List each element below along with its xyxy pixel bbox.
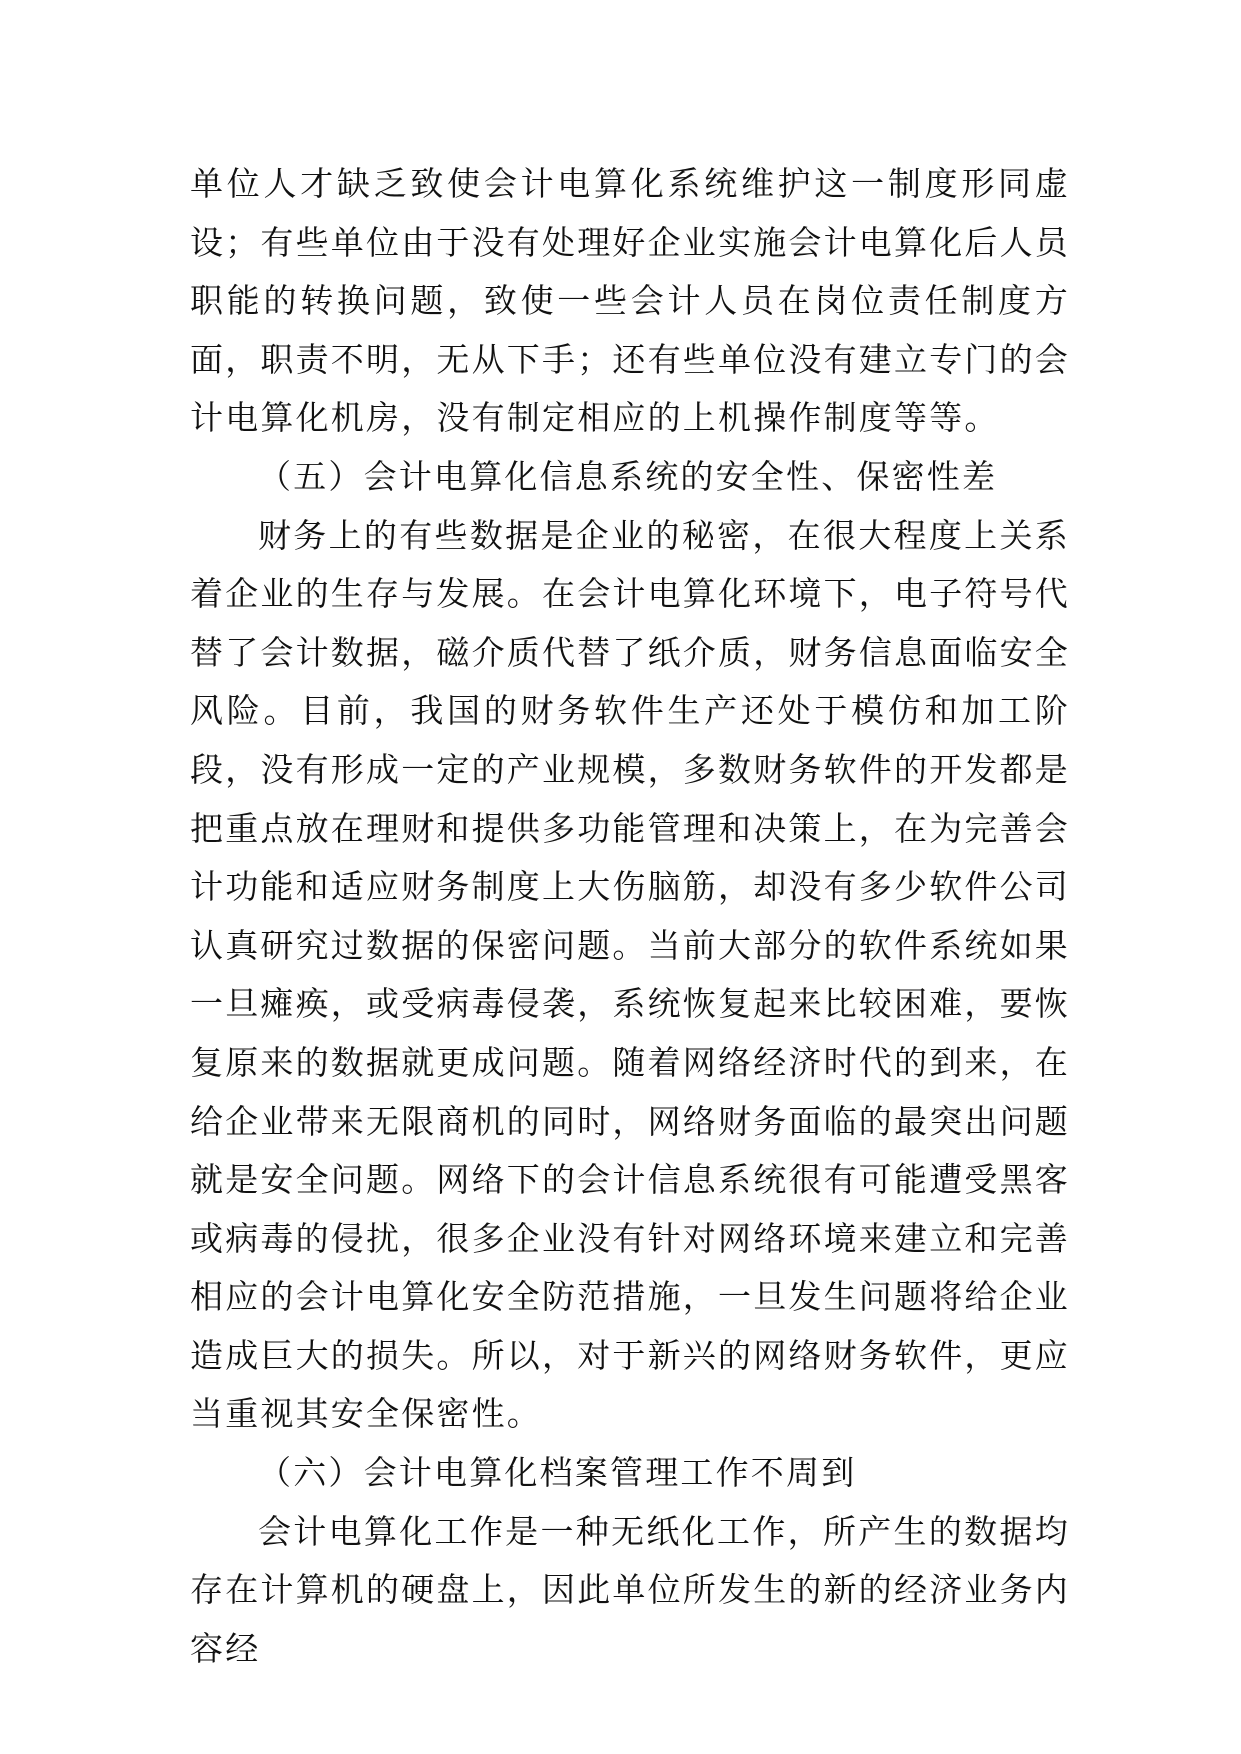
paragraph-archive: 会计电算化工作是一种无纸化工作，所产生的数据均存在计算机的硬盘上，因此单位所发生的新的经济业务内容经 — [190, 1511, 1070, 1668]
section-heading-five: （五）会计电算化信息系统的安全性、保密性差 — [258, 456, 998, 496]
section-heading-six: （六）会计电算化档案管理工作不周到 — [258, 1453, 857, 1493]
paragraph-personnel-issues: 单位人才缺乏致使会计电算化系统维护这一制度形同虚设；有些单位由于没有处理好企业实施会计电算化后人员职能的转换问题，致使一些会计人员在岗位责任制度方面，职责不明，无从下手；还有些单位没有建立专门的会计电算化机房，没有制定相应的上机操作制度等等。 — [190, 164, 1070, 438]
document-page — [190, 155, 1070, 1678]
paragraph-security: 财务上的有些数据是企业的秘密，在很大程度上关系着企业的生存与发展。在会计电算化环境下，电子符号代替了会计数据，磁介质代替了纸介质，财务信息面临安全风险。目前，我国的财务软件生产还处于模仿和加工阶段，没有形成一定的产业规模，多数财务软件的开发都是把重点放在理财和提供多功能管理和决策上，在为完善会计功能和适应财务制度上大伤脑筋，却没有多少软件公司认真研究过数据的保密问题。当前大部分的软件系统如果一旦瘫痪，或受病毒侵袭，系统恢复起来比较困难，要恢复原来的数据就更成问题。随着网络经济时代的到来，在给企业带来无限商机的同时，网络财务面临的最突出问题就是安全问题。网络下的会计信息系统很有可能遭受黑客或病毒的侵扰，很多企业没有针对网络环境来建立和完善相应的会计电算化安全防范措施，一旦发生问题将给企业造成巨大的损失。所以，对于新兴的网络财务软件，更应当重视其安全保密性。 — [190, 515, 1070, 1434]
